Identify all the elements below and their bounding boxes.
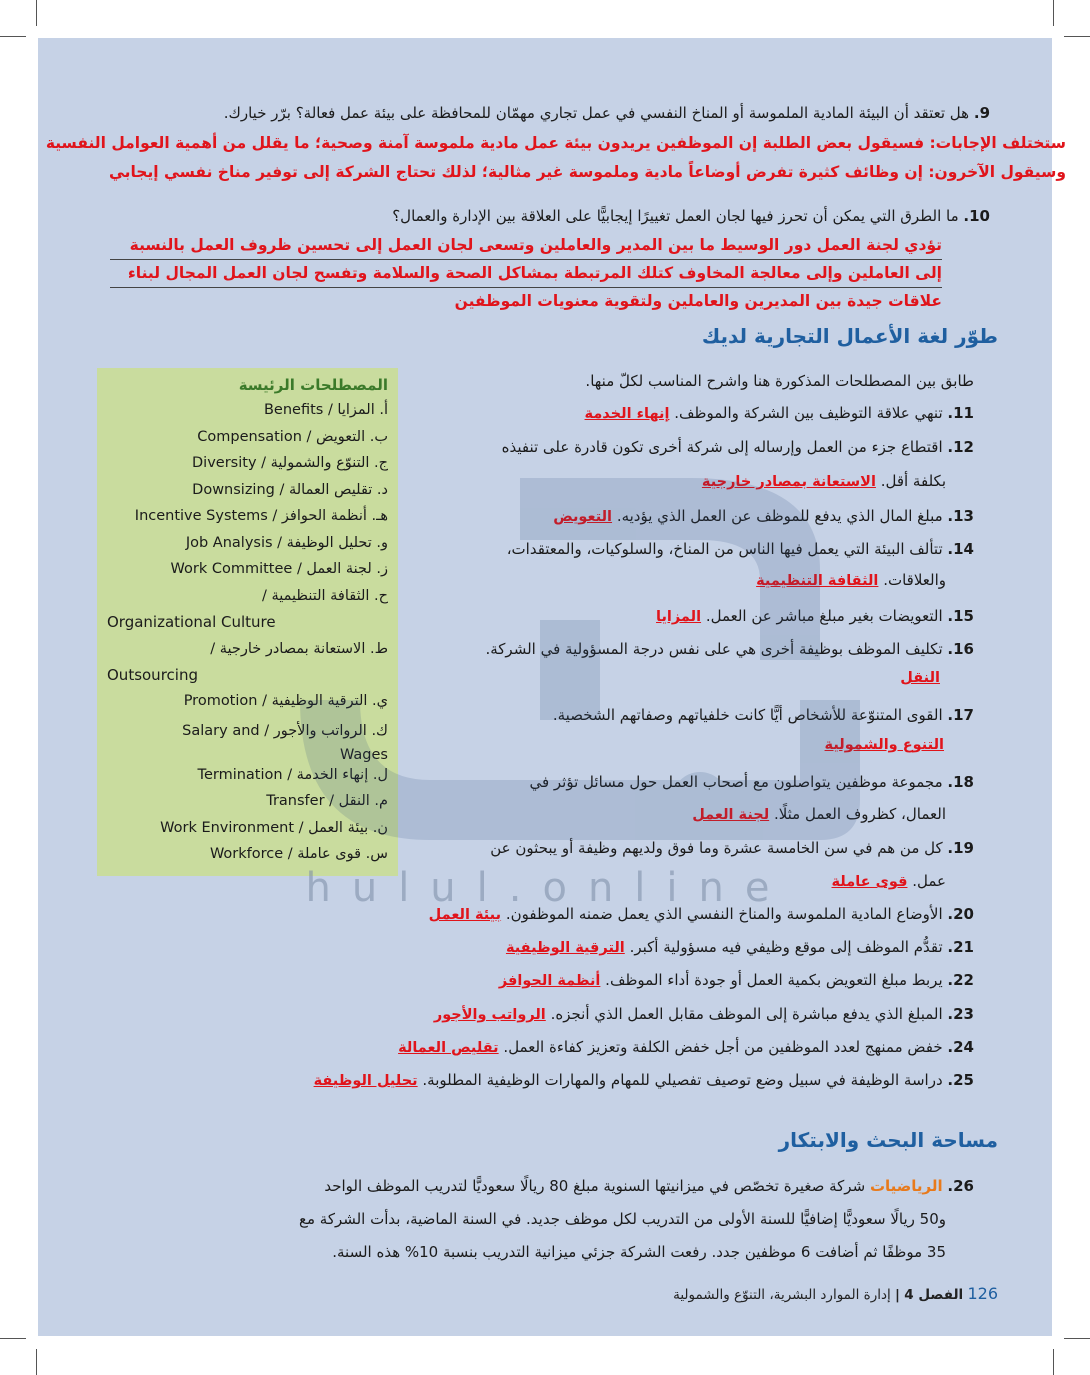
glossary-term: د. تقليص العمالة / Downsizing — [192, 482, 388, 498]
question-number: 10. — [963, 207, 990, 225]
answer-text: علاقات جيدة بين المديرين والعاملين ولتقوية معنويات الموظفين — [454, 292, 942, 310]
glossary-term-english: Organizational Culture — [107, 613, 276, 631]
question-24: 24. خفض ممنهج لعدد الموظفين من أجل خفض الكلفة وتعزيز كفاءة العمل. تقليص العمالة — [398, 1038, 974, 1056]
question-11: 11. تنهي علاقة التوظيف بين الشركة والموظف. إنهاء الخدمة — [584, 404, 974, 422]
question-10 — [392, 207, 990, 225]
crop-mark — [1064, 36, 1090, 37]
answer-text: وسيقول الآخرون: إن وظائف كثيرة تفرض أوضاعاً مادية وملموسة غير مثالية؛ لذلك تحتاج الشركة إلى توفير مناخ نفسي إيجابي — [108, 163, 1066, 181]
key-terms-title: المصطلحات الرئيسة — [238, 376, 388, 394]
answer: الرواتب والأجور — [433, 1007, 546, 1023]
math-tag: الرياضيات — [869, 1177, 943, 1195]
section-heading-business-language: طوّر لغة الأعمال التجارية لديك — [701, 324, 998, 348]
glossary-term: ب. التعويض / Compensation — [197, 429, 388, 445]
answer-9-line-1 — [46, 134, 1066, 152]
question-9 — [224, 104, 990, 122]
answer: النقل — [900, 670, 940, 686]
answer: أنظمة الحوافز — [498, 973, 601, 989]
question-26-line-2: و50 ريالًا سعوديًّا إضافيًّا للسنة الأولى من التدريب لكل موظف جديد. في السنة الماضية، بدأت الشركة مع — [298, 1210, 946, 1228]
answer: الترقية الوظيفية — [505, 940, 625, 956]
answer-text: تؤدي لجنة العمل دور الوسيط ما بين المدير والعاملين وتسعى لجان العمل إلى تحسين ظروف العمل بالنسبة — [129, 236, 942, 254]
glossary-term-english: Outsourcing — [107, 666, 198, 684]
question-17: 17. القوى المتنوّعة للأشخاص أيًّا كانت خلفياتهم وصفاتهم الشخصية. — [552, 706, 974, 724]
question-20: 20. الأوضاع المادية الملموسة والمناخ النفسي الذي يعمل ضمنه الموظفون. بيئة العمل — [428, 905, 974, 923]
question-14: 14. تتألف البيئة التي يعمل فيها الناس من المناخ، والسلوكيات، والمعتقدات، — [506, 540, 974, 558]
crop-mark — [1053, 1349, 1054, 1375]
question-21: 21. تقدُّم الموظف إلى موقع وظيفي فيه مسؤولية أكبر. الترقية الوظيفية — [505, 938, 974, 956]
glossary-term: ن. بيئة العمل / Work Environment — [160, 820, 388, 836]
answer-text: ستختلف الإجابات: فسيقول بعض الطلبة إن الموظفين يريدون بيئة عمل مادية ملموسة آمنة وصحية؛ ما يقلل من أهمية العوامل النفسية — [45, 134, 1066, 152]
page-number: 126 — [967, 1284, 998, 1303]
answer: الثقافة التنظيمية — [756, 573, 879, 589]
crop-mark — [36, 0, 37, 26]
answer-10-line-3 — [455, 292, 942, 310]
question-number: 9. — [973, 104, 990, 122]
watermark-text: hulul.online — [305, 865, 791, 911]
crop-mark — [0, 36, 26, 37]
answer: التنوع والشمولية — [824, 737, 944, 753]
answer: تقليص العمالة — [398, 1040, 499, 1056]
question-text: ما الطرق التي يمكن أن تحرز فيها لجان العمل تغييرًا إيجابيًّا على العلاقة بين الإدارة والعمال؟ — [392, 207, 959, 225]
glossary-term: أ. المزايا / Benefits — [263, 402, 388, 418]
section-heading-research: مساحة البحث والابتكار — [778, 1128, 998, 1152]
answer: تحليل الوظيفة — [313, 1073, 418, 1089]
question-18-cont: العمال، كظروف العمل مثلًا. لجنة العمل — [692, 805, 946, 823]
answer: المزايا — [656, 609, 702, 625]
answer-rule — [110, 259, 942, 260]
glossary-term: هـ. أنظمة الحوافز / Incentive Systems — [134, 508, 388, 524]
answer: التعويض — [553, 509, 613, 525]
glossary-term: ج. التنوّع والشمولية / Diversity — [192, 455, 388, 471]
crop-mark — [1064, 1338, 1090, 1339]
answer: قوى عاملة — [831, 874, 908, 890]
glossary-term: و. تحليل الوظيفة / Job Analysis — [185, 535, 388, 551]
question-14-cont: والعلاقات. الثقافة التنظيمية — [756, 571, 946, 589]
answer-text: إلى العاملين وإلى معالجة المخاوف كتلك المرتبطة بمشاكل الصحة والسلامة وتفسح لجان العمل المجال لبناء — [127, 264, 942, 282]
chapter-title: إدارة الموارد البشرية، التنوّع والشمولية — [673, 1287, 891, 1303]
crop-mark — [1053, 0, 1054, 26]
question-15: 15. التعويضات بغير مبلغ مباشر عن العمل. المزايا — [656, 607, 974, 625]
chapter-label: الفصل 4 — [904, 1287, 964, 1303]
question-22: 22. يربط مبلغ التعويض بكمية العمل أو جودة أداء الموظف. أنظمة الحوافز — [498, 971, 974, 989]
answer: لجنة العمل — [692, 807, 770, 823]
glossary-term: ز. لجنة العمل / Work Committee — [170, 561, 388, 577]
glossary-term: ي. الترقية الوظيفية / Promotion — [183, 693, 388, 709]
glossary-term: س. قوى عاملة / Workforce — [209, 846, 388, 862]
crop-mark — [36, 1349, 37, 1375]
question-text: هل تعتقد أن البيئة المادية الملموسة أو المناخ النفسي في عمل تجاري مهمّان للمحافظة على بيئة عمل فعالة؟ برّر خيارك. — [223, 104, 970, 122]
key-terms-box — [97, 368, 398, 876]
answer-9-line-2 — [109, 163, 1066, 181]
question-12-cont: بكلفة أقل. الاستعانة بمصادر خارجية — [701, 472, 946, 490]
question-19-cont: عمل. قوى عاملة — [831, 872, 946, 890]
glossary-term: ح. الثقافة التنظيمية / — [262, 588, 388, 604]
glossary-term: ل. إنهاء الخدمة / Termination — [197, 767, 388, 783]
question-16: 16. تكليف الموظف بوظيفة أخرى هي على نفس درجة المسؤولية في الشركة. — [485, 640, 974, 658]
answer: إنهاء الخدمة — [584, 406, 670, 422]
question-26: 26. الرياضيات شركة صغيرة تخصّص في ميزانيتها السنوية مبلغ 80 ريالًا سعوديًّا لتدريب الموظف الواحد — [324, 1177, 974, 1195]
answer-rule — [110, 287, 942, 288]
page-footer: 126 الفصل 4 | إدارة الموارد البشرية، التنوّع والشمولية — [673, 1284, 998, 1303]
question-23: 23. المبلغ الذي يدفع مباشرة إلى الموظف مقابل العمل الذي أنجزه. الرواتب والأجور — [433, 1005, 974, 1023]
question-25: 25. دراسة الوظيفة في سبيل وضع توصيف تفصيلي للمهام والمهارات الوظيفية المطلوبة. تحليل الوظيفة — [313, 1071, 974, 1089]
question-26-line-3: 35 موظفًا ثم أضافت 6 موظفين جدد. رفعت الشركة جزئي ميزانية التدريب بنسبة 10% هذه السنة. — [332, 1243, 946, 1261]
answer-10-line-2 — [128, 264, 942, 282]
instructions: طابق بين المصطلحات المذكورة هنا واشرح المناسب لكلّ منها. — [585, 372, 974, 390]
question-12: 12. اقتطاع جزء من العمل وإرساله إلى شركة أخرى تكون قادرة على تنفيذه — [501, 438, 974, 456]
answer-10-line-1 — [130, 236, 942, 254]
glossary-term: ك. الرواتب والأجور / Salary and Wages — [182, 723, 388, 763]
glossary-term: ط. الاستعانة بمصادر خارجية / — [210, 641, 388, 657]
question-19: 19. كل من هم في سن الخامسة عشرة وما فوق ولديهم وظيفة أو يبحثون عن — [490, 839, 974, 857]
glossary-term: م. النقل / Transfer — [266, 793, 388, 809]
crop-mark — [0, 1338, 26, 1339]
question-13: 13. مبلغ المال الذي يدفع للموظف عن العمل الذي يؤديه. التعويض — [553, 507, 974, 525]
answer: الاستعانة بمصادر خارجية — [701, 474, 876, 490]
answer: بيئة العمل — [428, 907, 502, 923]
question-18: 18. مجموعة موظفين يتواصلون مع أصحاب العمل حول مسائل تؤثر في — [529, 773, 974, 791]
